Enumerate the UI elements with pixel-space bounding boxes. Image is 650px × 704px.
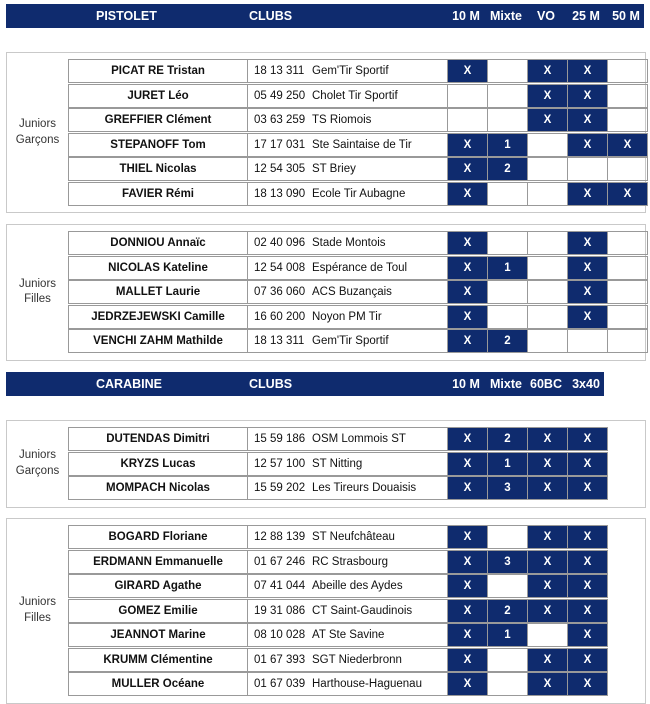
event-mark bbox=[607, 280, 648, 304]
event-mark: X bbox=[447, 550, 488, 574]
event-mark: X bbox=[567, 305, 608, 329]
event-mark bbox=[487, 672, 528, 696]
pistolet-column-heading: 10 M bbox=[452, 9, 480, 23]
license-number: 19 31 086 bbox=[254, 604, 306, 617]
club-name: SGT Niederbronn bbox=[312, 653, 402, 666]
event-mark: X bbox=[567, 256, 608, 280]
event-mark: X bbox=[447, 427, 488, 451]
event-mark: X bbox=[447, 305, 488, 329]
event-mark: X bbox=[447, 59, 488, 83]
license-number: 05 49 250 bbox=[254, 89, 306, 102]
event-mark: X bbox=[567, 280, 608, 304]
event-mark bbox=[567, 329, 608, 353]
club-name: Stade Montois bbox=[312, 237, 386, 249]
event-mark: X bbox=[447, 648, 488, 672]
event-mark bbox=[527, 329, 568, 353]
club-name: RC Strasbourg bbox=[312, 555, 389, 568]
license-number: 18 13 311 bbox=[254, 65, 305, 77]
pistolet-column-heading: 25 M bbox=[572, 9, 600, 23]
club-name: Les Tireurs Douaisis bbox=[312, 482, 417, 494]
event-mark: X bbox=[607, 133, 648, 157]
club-cell bbox=[247, 182, 448, 206]
event-mark bbox=[527, 256, 568, 280]
event-mark bbox=[487, 525, 528, 549]
event-mark: X bbox=[447, 182, 488, 206]
club-name: AT Ste Savine bbox=[312, 629, 385, 641]
license-number: 17 17 031 bbox=[254, 138, 306, 151]
athlete-name: JEDRZEJEWSKI Camille bbox=[68, 305, 248, 329]
event-mark bbox=[487, 280, 528, 304]
club-cell bbox=[247, 648, 448, 672]
carabine-group bbox=[6, 420, 646, 508]
event-mark: X bbox=[567, 550, 608, 574]
license-number: 01 67 246 bbox=[254, 555, 306, 568]
event-mark: X bbox=[567, 672, 608, 696]
club-name: ST Briey bbox=[312, 163, 356, 175]
event-mark: X bbox=[527, 452, 568, 476]
license-number: 12 57 100 bbox=[254, 457, 306, 470]
club-cell bbox=[247, 305, 448, 329]
athlete-name: STEPANOFF Tom bbox=[68, 133, 248, 157]
event-mark: X bbox=[527, 476, 568, 500]
license-number: 07 41 044 bbox=[254, 580, 306, 592]
event-mark bbox=[607, 84, 648, 108]
club-name: CT Saint-Gaudinois bbox=[312, 604, 413, 617]
athlete-name: PICAT RE Tristan bbox=[68, 59, 248, 83]
carabine-column-heading: 3x40 bbox=[572, 377, 600, 391]
club-cell bbox=[247, 108, 448, 132]
athlete-name: MULLER Océane bbox=[68, 672, 248, 696]
club-cell bbox=[247, 623, 448, 647]
event-mark: 2 bbox=[487, 157, 528, 181]
club-name: Noyon PM Tir bbox=[312, 310, 382, 323]
club-name: ST Nitting bbox=[312, 457, 363, 470]
event-mark: X bbox=[447, 599, 488, 623]
category-label: Juniors Garçons bbox=[15, 117, 60, 146]
event-mark bbox=[487, 231, 528, 255]
athlete-name: FAVIER Rémi bbox=[68, 182, 248, 206]
license-number: 01 67 039 bbox=[254, 678, 306, 690]
event-mark bbox=[487, 574, 528, 598]
club-name: Cholet Tir Sportif bbox=[312, 89, 398, 102]
category-label: Juniors Filles bbox=[18, 277, 57, 306]
club-cell bbox=[247, 550, 448, 574]
license-number: 12 88 139 bbox=[254, 531, 306, 543]
club-cell bbox=[247, 452, 448, 476]
event-mark: X bbox=[527, 84, 568, 108]
event-mark: X bbox=[447, 231, 488, 255]
athlete-name: VENCHI ZAHM Mathilde bbox=[68, 329, 248, 353]
club-name: Gem'Tir Sportif bbox=[312, 335, 389, 347]
license-number: 08 10 028 bbox=[254, 629, 306, 641]
athlete-name: THIEL Nicolas bbox=[68, 157, 248, 181]
event-mark bbox=[607, 59, 648, 83]
athlete-name: GREFFIER Clément bbox=[68, 108, 248, 132]
club-name: Gem'Tir Sportif bbox=[312, 65, 389, 77]
event-mark: X bbox=[447, 574, 488, 598]
event-mark: X bbox=[567, 648, 608, 672]
event-mark: 2 bbox=[487, 329, 528, 353]
club-cell bbox=[247, 476, 448, 500]
club-cell bbox=[247, 574, 448, 598]
pistolet-section-title: PISTOLET bbox=[96, 9, 157, 23]
pistolet-group bbox=[6, 224, 646, 361]
event-mark: X bbox=[527, 599, 568, 623]
athlete-name: GIRARD Agathe bbox=[68, 574, 248, 598]
event-mark: X bbox=[527, 648, 568, 672]
event-mark bbox=[527, 305, 568, 329]
event-mark: X bbox=[447, 476, 488, 500]
club-cell bbox=[247, 231, 448, 255]
event-mark: X bbox=[567, 133, 608, 157]
club-cell bbox=[247, 256, 448, 280]
carabine-clubs-heading: CLUBS bbox=[249, 377, 293, 391]
event-mark: X bbox=[567, 59, 608, 83]
pistolet-header-bar bbox=[6, 4, 644, 28]
license-number: 15 59 202 bbox=[254, 482, 306, 494]
event-mark: X bbox=[567, 231, 608, 255]
event-mark bbox=[487, 182, 528, 206]
carabine-group bbox=[6, 518, 646, 704]
athlete-name: MALLET Laurie bbox=[68, 280, 248, 304]
license-number: 12 54 008 bbox=[254, 261, 306, 274]
event-mark bbox=[447, 108, 488, 132]
club-name: ACS Buzançais bbox=[312, 286, 392, 298]
pistolet-group bbox=[6, 52, 646, 213]
event-mark: X bbox=[447, 525, 488, 549]
carabine-header-bar bbox=[6, 372, 604, 396]
club-cell bbox=[247, 599, 448, 623]
event-mark: X bbox=[567, 452, 608, 476]
event-mark: 2 bbox=[487, 427, 528, 451]
event-mark: X bbox=[567, 525, 608, 549]
event-mark: X bbox=[527, 672, 568, 696]
event-mark bbox=[607, 157, 648, 181]
event-mark bbox=[607, 108, 648, 132]
license-number: 01 67 393 bbox=[254, 653, 306, 666]
athlete-name: GOMEZ Emilie bbox=[68, 599, 248, 623]
club-cell bbox=[247, 280, 448, 304]
athlete-name: JEANNOT Marine bbox=[68, 623, 248, 647]
club-name: Espérance de Toul bbox=[312, 261, 408, 274]
club-name: Ecole Tir Aubagne bbox=[312, 187, 406, 200]
athlete-name: MOMPACH Nicolas bbox=[68, 476, 248, 500]
athlete-name: DONNIOU Annaïc bbox=[68, 231, 248, 255]
club-name: ST Neufchâteau bbox=[312, 531, 395, 543]
athlete-name: KRYZS Lucas bbox=[68, 452, 248, 476]
club-name: OSM Lommois ST bbox=[312, 433, 406, 445]
license-number: 07 36 060 bbox=[254, 286, 306, 298]
carabine-section-title: CARABINE bbox=[96, 377, 162, 391]
license-number: 18 13 311 bbox=[254, 335, 305, 347]
event-mark: X bbox=[447, 280, 488, 304]
event-mark: X bbox=[447, 452, 488, 476]
category-label: Juniors Filles bbox=[18, 596, 57, 624]
event-mark: 2 bbox=[487, 599, 528, 623]
event-mark bbox=[607, 256, 648, 280]
club-cell bbox=[247, 672, 448, 696]
event-mark bbox=[527, 231, 568, 255]
event-mark: X bbox=[447, 256, 488, 280]
athlete-name: BOGARD Floriane bbox=[68, 525, 248, 549]
event-mark: X bbox=[527, 550, 568, 574]
event-mark bbox=[527, 133, 568, 157]
athlete-name: NICOLAS Kateline bbox=[68, 256, 248, 280]
event-mark bbox=[527, 157, 568, 181]
athlete-name: ERDMANN Emmanuelle bbox=[68, 550, 248, 574]
pistolet-clubs-heading: CLUBS bbox=[249, 9, 293, 23]
event-mark: 3 bbox=[487, 476, 528, 500]
club-cell bbox=[247, 157, 448, 181]
event-mark: 1 bbox=[487, 256, 528, 280]
event-mark: X bbox=[527, 59, 568, 83]
event-mark: X bbox=[447, 672, 488, 696]
event-mark: X bbox=[567, 182, 608, 206]
event-mark: X bbox=[447, 157, 488, 181]
pistolet-column-heading: VO bbox=[536, 9, 556, 23]
license-number: 02 40 096 bbox=[254, 237, 306, 249]
event-mark: X bbox=[527, 525, 568, 549]
event-mark bbox=[607, 329, 648, 353]
event-mark: X bbox=[567, 84, 608, 108]
license-number: 18 13 090 bbox=[254, 187, 306, 200]
event-mark: X bbox=[567, 623, 608, 647]
athlete-name: JURET Léo bbox=[68, 84, 248, 108]
category-label: Juniors Garçons bbox=[15, 449, 60, 477]
event-mark bbox=[447, 84, 488, 108]
club-name: Abeille des Aydes bbox=[312, 580, 403, 592]
club-name: Harthouse-Haguenau bbox=[312, 678, 422, 690]
club-cell bbox=[247, 133, 448, 157]
event-mark: X bbox=[567, 574, 608, 598]
club-cell bbox=[247, 329, 448, 353]
license-number: 15 59 186 bbox=[254, 433, 306, 445]
event-mark bbox=[607, 231, 648, 255]
event-mark: X bbox=[447, 623, 488, 647]
club-name: Ste Saintaise de Tir bbox=[312, 138, 412, 151]
event-mark: X bbox=[447, 329, 488, 353]
event-mark: X bbox=[607, 182, 648, 206]
event-mark bbox=[487, 648, 528, 672]
event-mark: 3 bbox=[487, 550, 528, 574]
event-mark bbox=[487, 305, 528, 329]
carabine-column-heading: Mixte bbox=[490, 377, 522, 391]
event-mark: X bbox=[567, 476, 608, 500]
pistolet-column-heading: Mixte bbox=[490, 9, 522, 23]
event-mark bbox=[607, 305, 648, 329]
license-number: 12 54 305 bbox=[254, 163, 306, 175]
event-mark: X bbox=[567, 427, 608, 451]
club-cell bbox=[247, 84, 448, 108]
event-mark: X bbox=[527, 427, 568, 451]
club-cell bbox=[247, 427, 448, 451]
event-mark bbox=[487, 108, 528, 132]
club-name: TS Riomois bbox=[312, 114, 372, 126]
event-mark: X bbox=[447, 133, 488, 157]
event-mark bbox=[527, 280, 568, 304]
event-mark: X bbox=[527, 574, 568, 598]
club-cell bbox=[247, 59, 448, 83]
event-mark bbox=[527, 182, 568, 206]
event-mark bbox=[567, 157, 608, 181]
license-number: 03 63 259 bbox=[254, 114, 306, 126]
event-mark: 1 bbox=[487, 452, 528, 476]
athlete-name: DUTENDAS Dimitri bbox=[68, 427, 248, 451]
license-number: 16 60 200 bbox=[254, 310, 306, 323]
event-mark bbox=[487, 84, 528, 108]
carabine-column-heading: 60BC bbox=[530, 377, 562, 391]
event-mark: 1 bbox=[487, 133, 528, 157]
carabine-column-heading: 10 M bbox=[452, 377, 480, 391]
club-cell bbox=[247, 525, 448, 549]
pistolet-column-heading: 50 M bbox=[612, 9, 640, 23]
event-mark: X bbox=[567, 599, 608, 623]
event-mark: X bbox=[567, 108, 608, 132]
event-mark: X bbox=[527, 108, 568, 132]
event-mark bbox=[527, 623, 568, 647]
athlete-name: KRUMM Clémentine bbox=[68, 648, 248, 672]
event-mark bbox=[487, 59, 528, 83]
event-mark: 1 bbox=[487, 623, 528, 647]
